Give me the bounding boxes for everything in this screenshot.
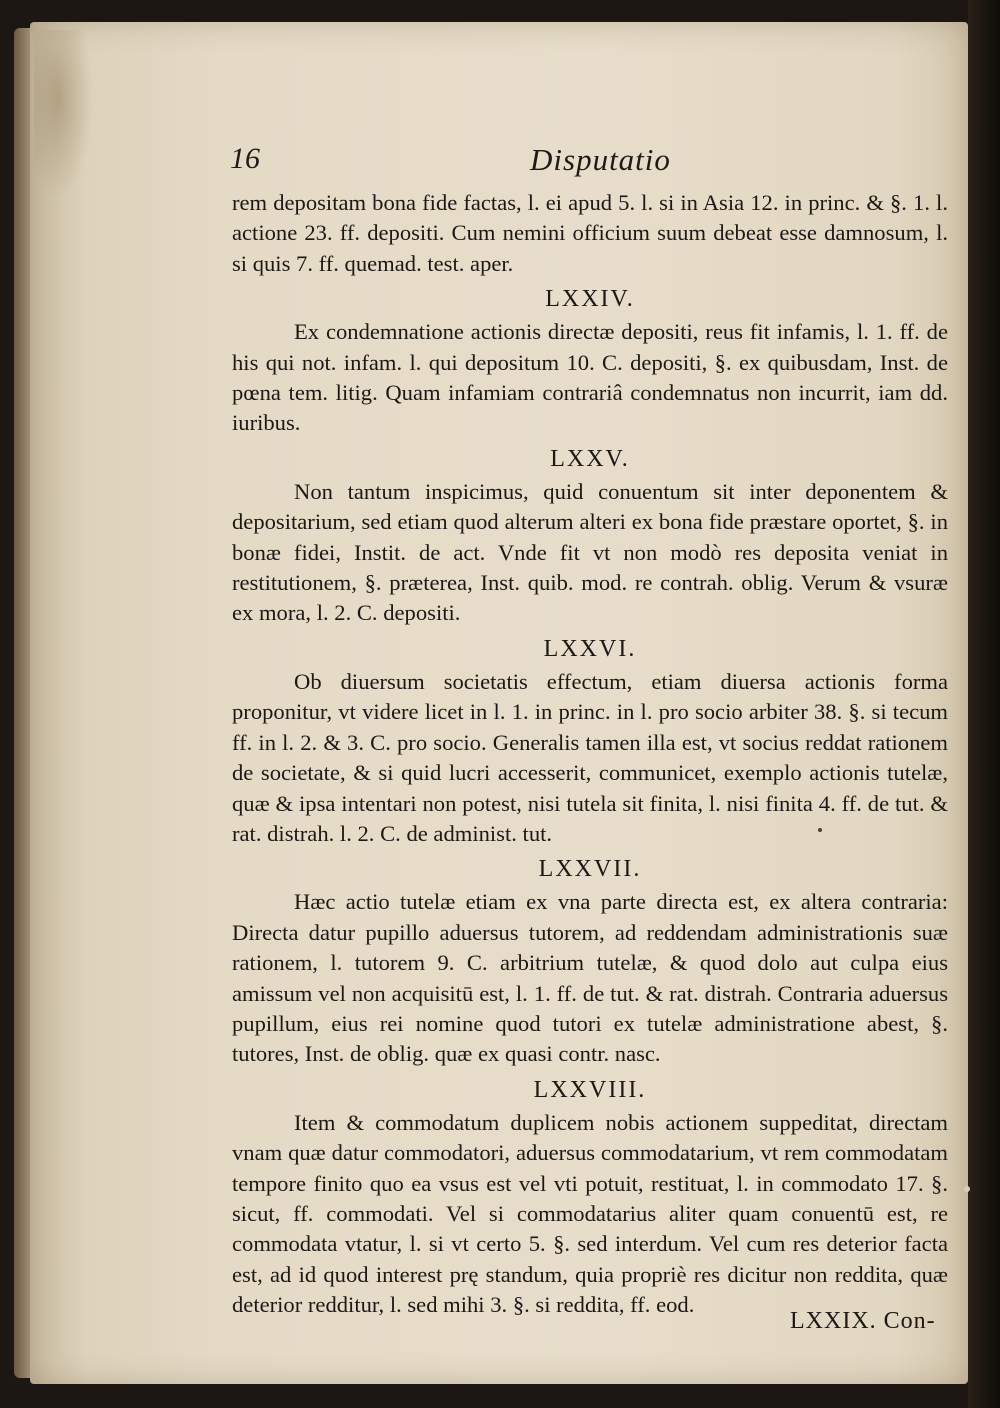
pin-mark [964,1186,970,1192]
paragraph: Ex condemnatione actionis directæ depositi, reus fit infamis, l. 1. ff. de his qui not. infam. l. qui depositum 10. C. depositi, §. ex quibusdam, Inst. de pœna tem. litig. Quam infamiam contrariâ condemnatus non incurrit, iam dd. iuribus. [232,319,948,436]
paragraph: Item & commodatum duplicem nobis actionem suppeditat, directam vnam quæ datur commodatori, aduersus commodatarium, vt rem commodatam tempore finito quo ea vsus est vel vti potuit, restituat, l. in commodato 17. §. sicut, ff. commodati. Vel si commodatarius aliter quam conuentū est, re commodata vtatur, l. si vt certo 5. §. sed interdum. Vel cum res deterior facta est, ad id quod interest prę standum, quia propriè res dicitur non reddita, quæ deterior redditur, l. sed mihi 3. §. si reddita, ff. eod. [232,1109,948,1318]
paragraph: Ob diuersum societatis effectum, etiam diuersa actionis forma proponitur, vt videre licet in l. 1. in princ. in l. pro socio arbiter 38. §. si tecum ff. in l. 2. & 3. C. pro socio. Generalis tamen illa est, vt socius reddat rationem de societate, & si quid lucri accesserit, communicet, exemplo actionis tutelæ, quæ & ipsa intentari non potest, nisi tutela sit finita, l. nisi finita 4. ff. de tut. & rat. distrah. l. 2. C. de administ. tut. [232,668,948,846]
catchword: LXXIX. Con- [790,1308,936,1334]
binding-shadow [968,0,1000,1408]
page-number: 16 [230,142,260,175]
thesis-number: LXXIV. [545,286,635,313]
ink-speck [818,828,822,832]
paragraph: rem depositam bona fide factas, l. ei apud 5. l. si in Asia 12. in princ. & §. 1. l. actione 23. ff. depositi. Cum nemini officium suum debeat esse damnosum, l. si quis 7. ff. quemad. test. aper. [232,190,948,276]
paragraph: Non tantum inspicimus, quid conuentum sit inter deponentem & depositarium, sed etiam quod alterum alteri ex bona fide præstare oportet, §. in bonæ fidei, Instit. de act. Vnde fit vt non modò res deposita veniat in restitutionem, §. præterea, Inst. quib. mod. re contrah. oblig. Verum & vsuræ ex mora, l. 2. C. depositi. [232,478,948,626]
thesis-number: LXXV. [550,445,630,472]
thesis-number: LXXVIII. [533,1076,647,1103]
page-header [230,142,968,182]
body-text [232,188,948,1321]
paragraph: Hæc actio tutelæ etiam ex vna parte directa est, ex altera contraria: Directa datur pupillo aduersus tutorem, ad reddendam administrationis suæ rationem, l. tutorem 9. C. arbitrium tutelæ, & quod dolo aut culpa eius amissum vel non acquisitū est, l. 1. ff. de tut. & rat. distrah. Contraria aduersus pupillum, eius rei nomine quod tutori ex tutelæ administratione abest, §. tutores, Inst. de oblig. quæ ex quasi contr. nasc. [232,889,948,1067]
water-stain [34,30,94,200]
thesis-number: LXXVII. [538,856,642,883]
running-title: Disputatio [530,142,671,177]
thesis-number: LXXVI. [543,635,637,662]
